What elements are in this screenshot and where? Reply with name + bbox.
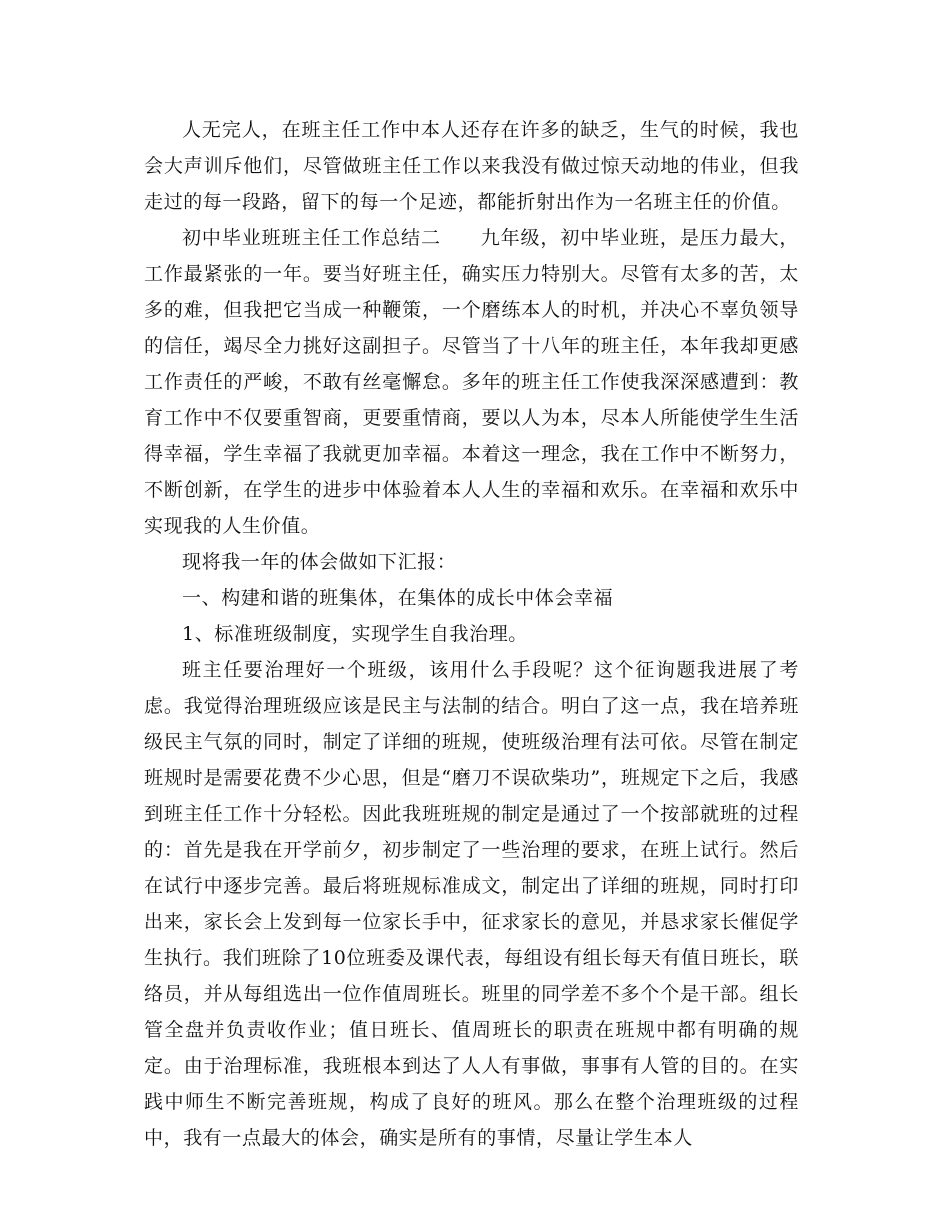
paragraph-summary-two: 初中毕业班班主任工作总结二 九年级，初中毕业班，是压力最大，工作最紧张的一年。要当好班主任，确实压力特别大。尽管有太多的苦，太多的难，但我把它当成一种鞭策，一个磨练本人的时机，并决心不辜负领导的信任，竭尽全力挑好这副担子。尽管当了十八年的班主任，本年我却更感工作责任的严峻，不敢有丝毫懈怠。多年的班主任工作使我深深感遭到：教育工作中不仅要重智商，更要重情商，要以人为本，尽本人所能使学生生活得幸福，学生幸福了我就更加幸福。本着这一理念，我在工作中不断努力，不断创新，在学生的进步中体验着本人人生的幸福和欢乐。在幸福和欢乐中实现我的人生价值。 <box>144 227 799 537</box>
section-heading-1: 一、构建和谐的班集体，在集体的成长中体会幸福 <box>182 587 614 609</box>
document-body <box>144 112 799 1156</box>
paragraph-class-rules: 班主任要治理好一个班级，该用什么手段呢？这个征询题我进展了考虑。我觉得治理班级应该是民主与法制的结合。明白了这一点，我在培养班级民主气氛的同时，制定了详细的班规，使班级治理有法可依。尽管在制定班规时是需要花费不少心思，但是“磨刀不误砍柴功”，班规定下之后，我感到班主任工作十分轻松。因此我班班规的制定是通过了一个按部就班的过程的：首先是我在开学前夕，初步制定了一些治理的要求，在班上试行。然后在试行中逐步完善。最后将班规标准成文，制定出了详细的班规，同时打印出来，家长会上发到每一位家长手中，征求家长的意见，并恳求家长催促学生执行。我们班除了10位班委及课代表，每组设有组长每天有值日班长，联络员，并从每组选出一位作值周班长。班里的同学差不多个个是干部。组长管全盘并负责收作业；值日班长、值周班长的职责在班规中都有明确的规定。由于治理标准，我班根本到达了人人有事做，事事有人管的目的。在实践中师生不断完善班规，构成了良好的班风。那么在整个治理班级的过程中，我有一点最大的体会，确实是所有的事情，尽量让学生本人 <box>144 659 799 1149</box>
subsection-heading-1-1: 1、标准班级制度，实现学生自我治理。 <box>182 623 528 645</box>
paragraph-reflection: 人无完人，在班主任工作中本人还存在许多的缺乏，生气的时候，我也会大声训斥他们，尽管做班主任工作以来我没有做过惊天动地的伟业，但我走过的每一段路，留下的每一个足迹，都能折射出作为一名班主任的价值。 <box>144 119 799 213</box>
paragraph-report-intro: 现将我一年的体会做如下汇报： <box>182 551 457 573</box>
